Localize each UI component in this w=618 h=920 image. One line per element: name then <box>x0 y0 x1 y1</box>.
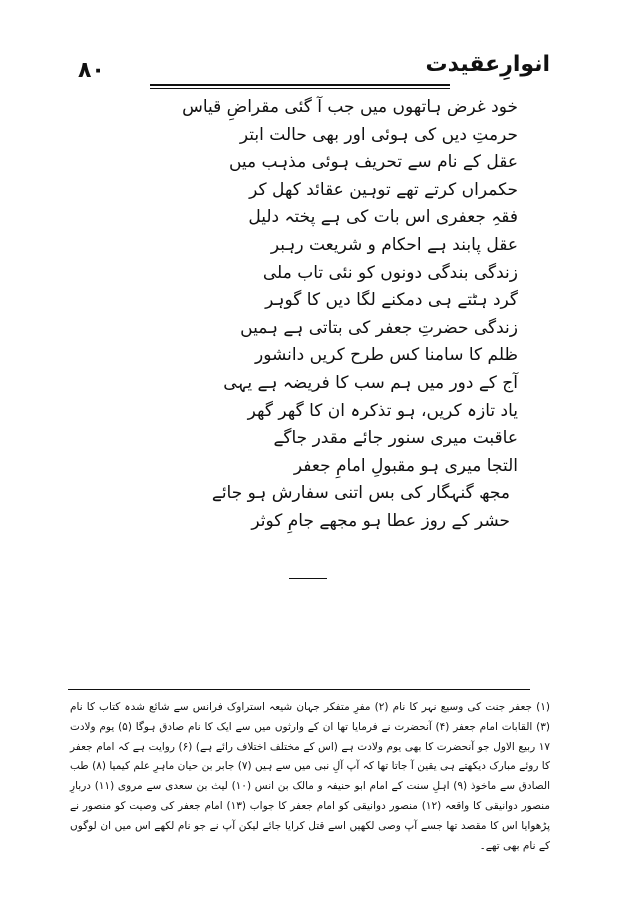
poem-verse: عقل پابند ہے احکام و شریعت رہبر <box>270 234 518 255</box>
poem-verse: ظلم کا سامنا کس طرح کریں دانشور <box>255 345 518 366</box>
running-title: انوارِعقیدت <box>425 52 550 77</box>
poem-verse: عقل کے نام سے تحریف ہوئی مذہب میں <box>228 152 518 173</box>
poem-verse: آج کے دور میں ہم سب کا فریضہ ہے یہی <box>223 372 518 393</box>
poem-verse: فقہِ جعفری اس بات کی ہے پختہ دلیل <box>248 207 518 228</box>
poem <box>98 94 518 536</box>
header-rule-thin <box>150 88 450 89</box>
footnotes: (۱) جعفر جنت کی وسیع نہر کا نام (۲) مفرِ متفکر جہان شیعہ استراوک فرانس سے شائع شدہ کتاب کا نام (۳) القابات امام جعفر (۴) آنحضرت نے فرمایا تھا ان کے وارثوں میں سے ایک کا نام صادق ہوگا (۵) یوم ولادت ۱۷ ربیع الاول جو آنحضرت کا بھی یوم ولادت ہے (اس کے مختلف اختلاف رائے ہے) (۶) روایت ہے کہ امام جعفر کا روئے مبارک دیکھتے ہی یقین آ جاتا تھا کہ آپ آلِ نبی میں سے ہیں (۷) جابر بن حیان ماہرِ علم کیمیا (۸) طب الصادق سے ماخوذ (۹) اہلِ سنت کے امام ابو حنیفہ و مالک بن انس (۱۰) لیث بن سعدی سے مروی (۱۱) دربارِ منصور دوانیقی کا واقعہ (۱۲) منصور دوانیقی کو امام جعفر کا جواب (۱۳) امام جعفر کی وصیت کو منصور نے پڑھوایا اس کا مقصد تھا جسے آپ وصی لکھیں اسے قتل کرایا جائے لیکن آپ نے جو نام لکھے اس میں ان لوگوں کے نام بھی تھے۔ <box>70 701 551 852</box>
poem-verse: گرد ہٹتے ہی دمکنے لگا دیں کا گوہر <box>265 290 518 311</box>
poem-verse: زندگی بندگی دونوں کو نئی تاب ملی <box>262 262 518 283</box>
poem-verse: مجھ گنہگار کی بس اتنی سفارش ہو جائے <box>211 483 510 504</box>
poem-verse: یاد تازہ کریں، ہو تذکرہ ان کا گھر گھر <box>247 400 518 421</box>
poem-verse: زندگی حضرتِ جعفر کی بتاتی ہے ہمیں <box>240 317 518 338</box>
poem-end-rule <box>289 578 327 579</box>
poem-verse: حرمتِ دیں کی ہوئی اور بھی حالت ابتر <box>239 124 518 145</box>
poem-verse: عاقبت میری سنور جائے مقدر جاگے <box>273 428 518 449</box>
page-number: ۸۰ <box>78 58 105 83</box>
poem-verse: حکمراں کرتے تھے توہین عقائد کھل کر <box>249 179 518 200</box>
header-rule <box>150 84 450 86</box>
footnote-rule <box>68 689 530 690</box>
poem-verse: خود غرض ہاتھوں میں جب آ گئی مقراضِ قیاس <box>182 97 518 117</box>
poem-verse: التجا میری ہو مقبولِ امامِ جعفر <box>293 455 518 476</box>
poem-verse: حشر کے روز عطا ہو مجھے جامِ کوثر <box>251 510 510 531</box>
